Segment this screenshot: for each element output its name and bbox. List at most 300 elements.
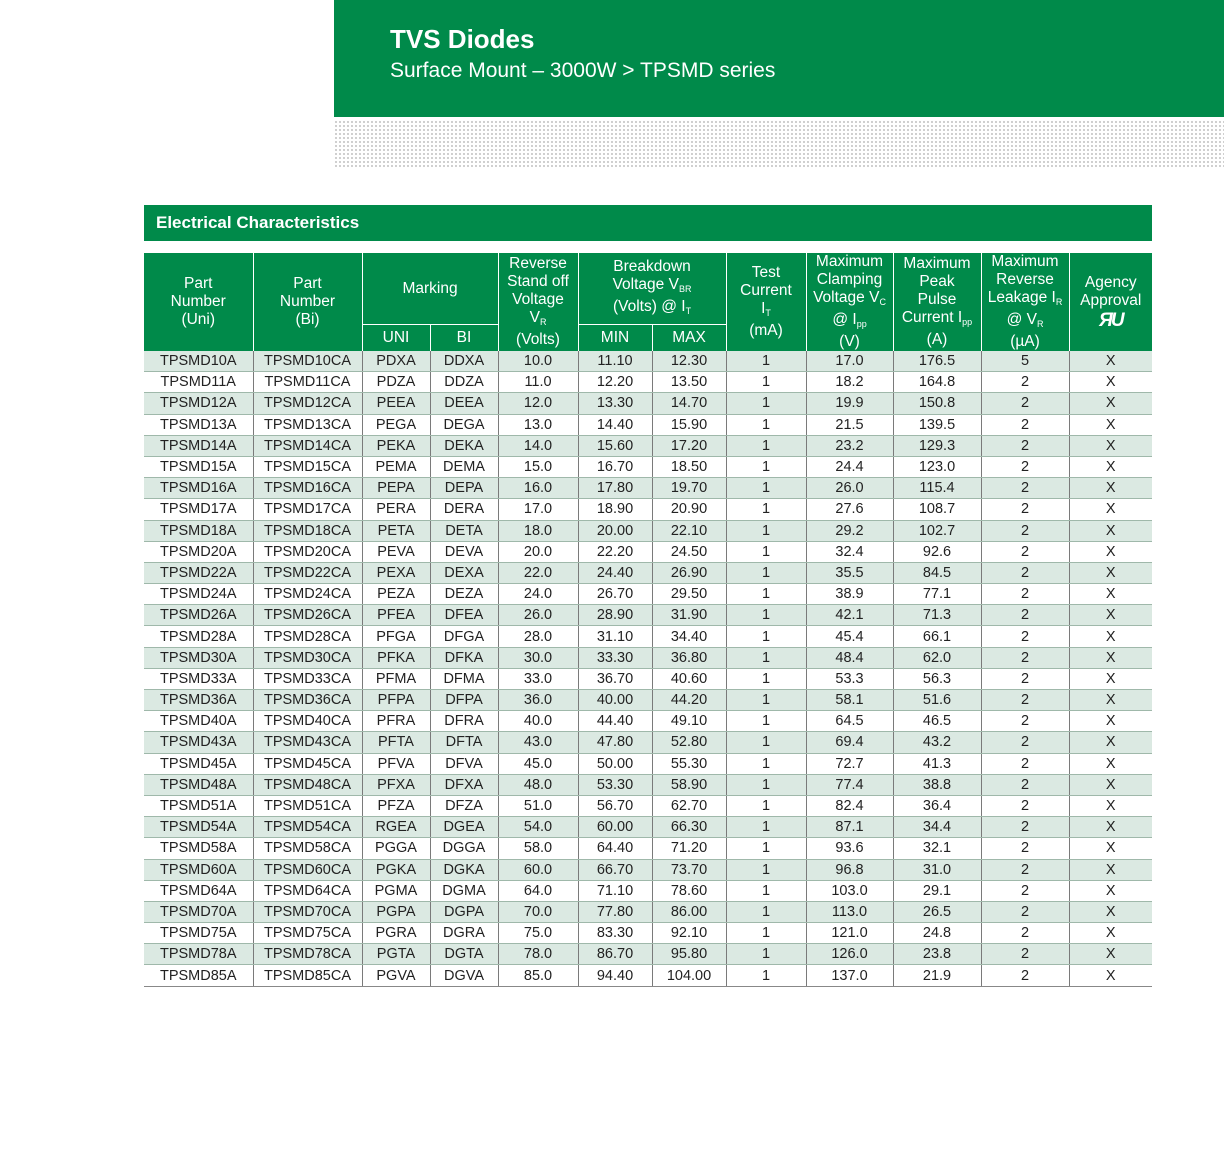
table-cell: 19.9 (806, 393, 893, 414)
table-cell: 2 (981, 668, 1069, 689)
table-cell: 32.1 (893, 838, 981, 859)
table-cell: 30.0 (498, 647, 578, 668)
table-cell: 36.0 (498, 690, 578, 711)
table-cell: X (1069, 414, 1152, 435)
table-cell: 21.5 (806, 414, 893, 435)
table-cell: 26.90 (652, 562, 726, 583)
table-cell: TPSMD11A (144, 372, 253, 393)
table-cell: DFTA (430, 732, 498, 753)
header-agency-approval: Agency Approval ЯU (1069, 253, 1152, 351)
table-cell: 1 (726, 753, 806, 774)
table-cell: 1 (726, 647, 806, 668)
table-cell: 34.40 (652, 626, 726, 647)
table-cell: X (1069, 753, 1152, 774)
table-cell: 103.0 (806, 880, 893, 901)
table-row (144, 393, 1152, 414)
ul-recognized-icon: ЯU (1098, 309, 1123, 331)
table-cell: PGKA (362, 859, 430, 880)
table-cell: 14.40 (578, 414, 652, 435)
table-cell: TPSMD18A (144, 520, 253, 541)
table-cell: DFRA (430, 711, 498, 732)
table-cell: 69.4 (806, 732, 893, 753)
table-cell: 2 (981, 478, 1069, 499)
table-cell: 1 (726, 711, 806, 732)
table-cell: 5 (981, 351, 1069, 372)
table-cell: 38.9 (806, 584, 893, 605)
table-cell: TPSMD12CA (253, 393, 362, 414)
table-cell: PETA (362, 520, 430, 541)
table-cell: 2 (981, 393, 1069, 414)
table-cell: X (1069, 732, 1152, 753)
table-cell: DFXA (430, 774, 498, 795)
table-cell: PERA (362, 499, 430, 520)
table-cell: 40.0 (498, 711, 578, 732)
table-cell: 78.60 (652, 880, 726, 901)
table-cell: 176.5 (893, 351, 981, 372)
table-cell: 66.1 (893, 626, 981, 647)
table-row (144, 562, 1152, 583)
table-cell: 2 (981, 456, 1069, 477)
table-cell: DFGA (430, 626, 498, 647)
table-cell: 139.5 (893, 414, 981, 435)
table-cell: TPSMD11CA (253, 372, 362, 393)
table-cell: TPSMD20A (144, 541, 253, 562)
table-cell: 46.5 (893, 711, 981, 732)
table-cell: PGRA (362, 923, 430, 944)
table-row (144, 499, 1152, 520)
table-cell: TPSMD48A (144, 774, 253, 795)
table-cell: 2 (981, 795, 1069, 816)
table-row (144, 795, 1152, 816)
table-cell: X (1069, 541, 1152, 562)
table-cell: 24.40 (578, 562, 652, 583)
table-cell: 58.90 (652, 774, 726, 795)
table-cell: 104.00 (652, 965, 726, 986)
header-banner (334, 0, 1224, 117)
table-cell: 18.50 (652, 456, 726, 477)
table-cell: DGEA (430, 817, 498, 838)
table-cell: 13.0 (498, 414, 578, 435)
table-cell: DGMA (430, 880, 498, 901)
table-cell: TPSMD24CA (253, 584, 362, 605)
table-cell: PEZA (362, 584, 430, 605)
table-cell: 15.0 (498, 456, 578, 477)
table-cell: 71.3 (893, 605, 981, 626)
table-cell: 64.5 (806, 711, 893, 732)
table-cell: DDXA (430, 351, 498, 372)
table-row (144, 520, 1152, 541)
table-row (144, 584, 1152, 605)
table-cell: DFVA (430, 753, 498, 774)
table-body (144, 351, 1152, 986)
table-cell: 1 (726, 880, 806, 901)
table-cell: 1 (726, 774, 806, 795)
table-cell: X (1069, 795, 1152, 816)
page-title: TVS Diodes (390, 24, 535, 54)
table-row (144, 605, 1152, 626)
table-cell: 1 (726, 901, 806, 922)
header-breakdown-min: MIN (578, 325, 652, 352)
table-cell: TPSMD28CA (253, 626, 362, 647)
table-cell: 40.00 (578, 690, 652, 711)
table-cell: 40.60 (652, 668, 726, 689)
table-cell: PFTA (362, 732, 430, 753)
page-subtitle: Surface Mount – 3000W > TPSMD series (390, 59, 776, 82)
table-cell: 11.0 (498, 372, 578, 393)
table-cell: PDXA (362, 351, 430, 372)
table-cell: PEKA (362, 435, 430, 456)
table-cell: 44.20 (652, 690, 726, 711)
table-cell: 1 (726, 732, 806, 753)
table-cell: TPSMD45A (144, 753, 253, 774)
table-cell: TPSMD78CA (253, 944, 362, 965)
table-cell: 34.4 (893, 817, 981, 838)
table-cell: 1 (726, 668, 806, 689)
table-cell: 33.30 (578, 647, 652, 668)
table-cell: 29.2 (806, 520, 893, 541)
table-cell: 29.1 (893, 880, 981, 901)
header-max-reverse-leakage: Maximum Reverse Leakage IR @ VR (µA) (981, 253, 1069, 351)
table-cell: 72.7 (806, 753, 893, 774)
table-row (144, 647, 1152, 668)
table-cell: PEVA (362, 541, 430, 562)
table-cell: 86.70 (578, 944, 652, 965)
table-row (144, 859, 1152, 880)
table-cell: 1 (726, 393, 806, 414)
table-cell: 48.4 (806, 647, 893, 668)
table-cell: 102.7 (893, 520, 981, 541)
table-row (144, 965, 1152, 986)
table-cell: DEKA (430, 435, 498, 456)
table-cell: 14.0 (498, 435, 578, 456)
table-cell: 26.5 (893, 901, 981, 922)
electrical-characteristics-table (144, 253, 1152, 987)
table-cell: TPSMD22CA (253, 562, 362, 583)
table-cell: TPSMD43CA (253, 732, 362, 753)
table-cell: 2 (981, 520, 1069, 541)
table-cell: 17.0 (806, 351, 893, 372)
table-cell: 60.00 (578, 817, 652, 838)
table-cell: TPSMD33CA (253, 668, 362, 689)
table-cell: 1 (726, 923, 806, 944)
table-cell: 24.8 (893, 923, 981, 944)
table-cell: 77.80 (578, 901, 652, 922)
table-cell: 1 (726, 562, 806, 583)
table-row (144, 626, 1152, 647)
table-cell: DFMA (430, 668, 498, 689)
table-cell: TPSMD64A (144, 880, 253, 901)
table-cell: DEZA (430, 584, 498, 605)
table-cell: PGVA (362, 965, 430, 986)
table-cell: 94.40 (578, 965, 652, 986)
table-cell: 58.1 (806, 690, 893, 711)
table-cell: TPSMD70A (144, 901, 253, 922)
table-cell: 1 (726, 520, 806, 541)
header-marking: Marking (362, 253, 498, 325)
table-cell: 2 (981, 562, 1069, 583)
table-cell: 36.70 (578, 668, 652, 689)
table-cell: PDZA (362, 372, 430, 393)
table-cell: DGVA (430, 965, 498, 986)
header-test-current: Test Current IT (mA) (726, 253, 806, 351)
table-cell: 31.0 (893, 859, 981, 880)
table-cell: TPSMD12A (144, 393, 253, 414)
table-cell: PGTA (362, 944, 430, 965)
table-cell: 2 (981, 414, 1069, 435)
table-cell: 28.0 (498, 626, 578, 647)
table-cell: X (1069, 456, 1152, 477)
table-cell: 21.9 (893, 965, 981, 986)
table-cell: 78.0 (498, 944, 578, 965)
table-cell: 20.00 (578, 520, 652, 541)
table-cell: PEMA (362, 456, 430, 477)
table-cell: TPSMD26A (144, 605, 253, 626)
header-reverse-standoff-voltage: Reverse Stand off Voltage VR (Volts) (498, 253, 578, 351)
table-cell: 1 (726, 944, 806, 965)
table-cell: 18.2 (806, 372, 893, 393)
table-cell: X (1069, 393, 1152, 414)
table-cell: 56.70 (578, 795, 652, 816)
table-row (144, 774, 1152, 795)
table-row (144, 732, 1152, 753)
table-cell: 2 (981, 372, 1069, 393)
table-cell: 2 (981, 732, 1069, 753)
table-cell: TPSMD85CA (253, 965, 362, 986)
dot-pattern-band (334, 120, 1224, 168)
table-cell: 96.8 (806, 859, 893, 880)
table-cell: 1 (726, 584, 806, 605)
table-cell: PGPA (362, 901, 430, 922)
table-cell: 51.6 (893, 690, 981, 711)
table-cell: DFKA (430, 647, 498, 668)
table-cell: TPSMD15A (144, 456, 253, 477)
table-cell: TPSMD40CA (253, 711, 362, 732)
table-cell: DEXA (430, 562, 498, 583)
table-cell: 11.10 (578, 351, 652, 372)
table-cell: X (1069, 859, 1152, 880)
table-cell: 51.0 (498, 795, 578, 816)
table-cell: X (1069, 435, 1152, 456)
table-cell: 2 (981, 711, 1069, 732)
table-cell: 12.0 (498, 393, 578, 414)
table-cell: 2 (981, 880, 1069, 901)
table-cell: DDZA (430, 372, 498, 393)
table-cell: 2 (981, 817, 1069, 838)
table-cell: 26.0 (806, 478, 893, 499)
table-cell: 18.0 (498, 520, 578, 541)
table-row (144, 880, 1152, 901)
table-cell: 32.4 (806, 541, 893, 562)
table-row (144, 838, 1152, 859)
table-cell: 13.30 (578, 393, 652, 414)
table-cell: 1 (726, 414, 806, 435)
table-cell: 1 (726, 795, 806, 816)
table-cell: 47.80 (578, 732, 652, 753)
table-cell: 1 (726, 372, 806, 393)
table-cell: X (1069, 478, 1152, 499)
table-cell: DGGA (430, 838, 498, 859)
table-row (144, 690, 1152, 711)
table-cell: 82.4 (806, 795, 893, 816)
table-cell: TPSMD16A (144, 478, 253, 499)
table-row (144, 753, 1152, 774)
table-cell: TPSMD14A (144, 435, 253, 456)
table-cell: RGEA (362, 817, 430, 838)
table-cell: DFPA (430, 690, 498, 711)
table-cell: TPSMD33A (144, 668, 253, 689)
table-cell: 1 (726, 690, 806, 711)
table-cell: TPSMD22A (144, 562, 253, 583)
table-cell: 1 (726, 965, 806, 986)
table-cell: DEGA (430, 414, 498, 435)
table-row (144, 817, 1152, 838)
table-row (144, 351, 1152, 372)
table-cell: 2 (981, 774, 1069, 795)
table-cell: 2 (981, 647, 1069, 668)
table-cell: 86.00 (652, 901, 726, 922)
table-cell: PGGA (362, 838, 430, 859)
table-cell: 126.0 (806, 944, 893, 965)
table-cell: X (1069, 584, 1152, 605)
table-cell: 33.0 (498, 668, 578, 689)
table-cell: 1 (726, 838, 806, 859)
table-cell: 66.30 (652, 817, 726, 838)
table-cell: TPSMD45CA (253, 753, 362, 774)
table-cell: 2 (981, 923, 1069, 944)
table-cell: 1 (726, 351, 806, 372)
table-cell: 66.70 (578, 859, 652, 880)
table-cell: 56.3 (893, 668, 981, 689)
table-cell: X (1069, 626, 1152, 647)
table-cell: 10.0 (498, 351, 578, 372)
table-cell: TPSMD58A (144, 838, 253, 859)
table-cell: PFGA (362, 626, 430, 647)
table-cell: X (1069, 774, 1152, 795)
table-cell: 12.20 (578, 372, 652, 393)
table-cell: 75.0 (498, 923, 578, 944)
table-cell: X (1069, 562, 1152, 583)
table-cell: 2 (981, 901, 1069, 922)
table-cell: X (1069, 944, 1152, 965)
table-row (144, 711, 1152, 732)
table-cell: 43.0 (498, 732, 578, 753)
table-cell: 2 (981, 584, 1069, 605)
table-cell: 49.10 (652, 711, 726, 732)
table-row (144, 923, 1152, 944)
table-cell: 2 (981, 499, 1069, 520)
table-cell: 77.4 (806, 774, 893, 795)
table-cell: PFZA (362, 795, 430, 816)
table-cell: 36.4 (893, 795, 981, 816)
table-cell: TPSMD60CA (253, 859, 362, 880)
table-cell: 45.4 (806, 626, 893, 647)
table-cell: 73.70 (652, 859, 726, 880)
table-cell: TPSMD36CA (253, 690, 362, 711)
table-cell: TPSMD40A (144, 711, 253, 732)
table-cell: PEGA (362, 414, 430, 435)
table-cell: TPSMD85A (144, 965, 253, 986)
table-cell: TPSMD54A (144, 817, 253, 838)
header-breakdown-voltage: Breakdown Voltage VBR (Volts) @ IT (578, 253, 726, 325)
table-cell: 22.10 (652, 520, 726, 541)
table-cell: 35.5 (806, 562, 893, 583)
table-cell: 84.5 (893, 562, 981, 583)
section-title: Electrical Characteristics (144, 205, 1152, 241)
table-cell: 1 (726, 817, 806, 838)
table-cell: 24.0 (498, 584, 578, 605)
table-cell: X (1069, 605, 1152, 626)
table-cell: 38.8 (893, 774, 981, 795)
table-cell: TPSMD60A (144, 859, 253, 880)
table-cell: 29.50 (652, 584, 726, 605)
table-cell: 36.80 (652, 647, 726, 668)
table-cell: 77.1 (893, 584, 981, 605)
table-cell: 92.10 (652, 923, 726, 944)
table-cell: 1 (726, 478, 806, 499)
table-cell: 2 (981, 690, 1069, 711)
table-cell: DEVA (430, 541, 498, 562)
table-cell: 28.90 (578, 605, 652, 626)
table-cell: DFEA (430, 605, 498, 626)
table-cell: 23.2 (806, 435, 893, 456)
table-cell: 1 (726, 456, 806, 477)
table-cell: 123.0 (893, 456, 981, 477)
table-cell: 85.0 (498, 965, 578, 986)
table-cell: TPSMD48CA (253, 774, 362, 795)
table-cell: X (1069, 351, 1152, 372)
header-marking-bi: BI (430, 325, 498, 352)
table-cell: 137.0 (806, 965, 893, 986)
table-cell: 95.80 (652, 944, 726, 965)
table-cell: 108.7 (893, 499, 981, 520)
table-cell: X (1069, 880, 1152, 901)
table-cell: 129.3 (893, 435, 981, 456)
table-cell: TPSMD18CA (253, 520, 362, 541)
table-cell: TPSMD13A (144, 414, 253, 435)
table-row (144, 541, 1152, 562)
table-cell: TPSMD36A (144, 690, 253, 711)
table-cell: 55.30 (652, 753, 726, 774)
table-cell: TPSMD70CA (253, 901, 362, 922)
table-cell: 44.40 (578, 711, 652, 732)
table-cell: 2 (981, 753, 1069, 774)
table-cell: 22.20 (578, 541, 652, 562)
table-cell: 2 (981, 944, 1069, 965)
table-cell: 41.3 (893, 753, 981, 774)
table-cell: 17.20 (652, 435, 726, 456)
table-cell: DGPA (430, 901, 498, 922)
table-cell: PFVA (362, 753, 430, 774)
table-cell: 15.60 (578, 435, 652, 456)
table-cell: TPSMD75A (144, 923, 253, 944)
table-cell: PFKA (362, 647, 430, 668)
table-cell: PEEA (362, 393, 430, 414)
table-cell: DEEA (430, 393, 498, 414)
table-cell: X (1069, 690, 1152, 711)
table-cell: 16.0 (498, 478, 578, 499)
table-cell: TPSMD13CA (253, 414, 362, 435)
table-cell: 92.6 (893, 541, 981, 562)
header-marking-uni: UNI (362, 325, 430, 352)
table-cell: 1 (726, 605, 806, 626)
table-cell: 2 (981, 626, 1069, 647)
table-cell: 31.10 (578, 626, 652, 647)
table-cell: TPSMD26CA (253, 605, 362, 626)
table-cell: DEMA (430, 456, 498, 477)
table-cell: 2 (981, 965, 1069, 986)
header-part-number-uni: Part Number (Uni) (144, 253, 253, 351)
table-cell: TPSMD64CA (253, 880, 362, 901)
